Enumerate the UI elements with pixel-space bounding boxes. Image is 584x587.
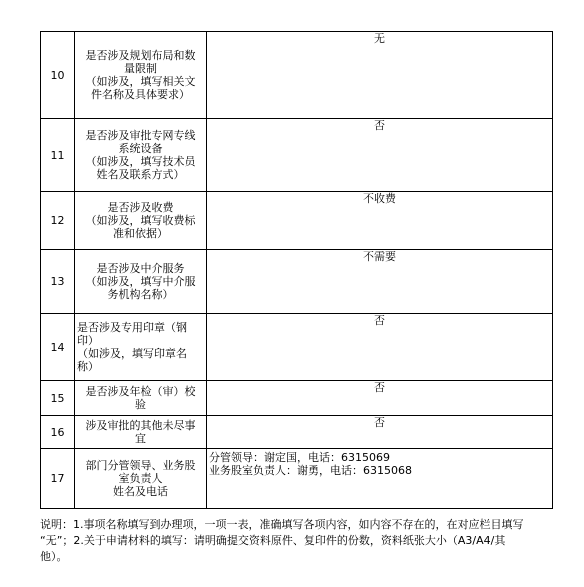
- table-row-12: [41, 192, 553, 250]
- item-label-line: 是否涉及收费: [107, 201, 174, 214]
- row-number: 15: [41, 381, 75, 416]
- value-line: 否: [374, 381, 385, 394]
- item-label-line: 宜: [135, 432, 146, 445]
- item-label-line: （如涉及，填写中介服: [85, 275, 196, 288]
- row-value: [207, 192, 553, 250]
- table-row-10: [41, 32, 553, 119]
- table-row-15: [41, 381, 553, 416]
- row-number: 12: [41, 192, 75, 250]
- item-label-line: 件名称及具体要求）: [91, 88, 190, 101]
- contact-section-head: 业务股室负责人：谢勇，电话：6315068: [209, 464, 412, 477]
- footnote: [40, 517, 560, 565]
- row-item-label: [75, 250, 207, 314]
- value-line: 否: [374, 416, 385, 429]
- item-label-line: （如涉及，填写技术员: [85, 155, 196, 168]
- row-number: 13: [41, 250, 75, 314]
- item-label-line: 印）: [77, 334, 99, 347]
- row-item-label: [75, 416, 207, 449]
- item-label-line: 务机构名称）: [107, 288, 174, 301]
- item-label-line: 系统设备: [118, 142, 163, 155]
- row-value: [207, 250, 553, 314]
- row-item-label: [75, 32, 207, 119]
- item-label-line: 量限制: [124, 62, 157, 75]
- item-label-line: （如涉及，填写相关文: [85, 75, 196, 88]
- row-value: [207, 119, 553, 192]
- row-value: [207, 314, 553, 381]
- item-label-line: （如涉及，填写收费标: [85, 214, 196, 227]
- item-label-line: 是否涉及中介服务: [96, 262, 185, 275]
- row-number: 16: [41, 416, 75, 449]
- item-label-line: 室负责人: [118, 472, 163, 485]
- item-label-line: 是否涉及专用印章（钢: [77, 321, 187, 334]
- table-row-16: [41, 416, 553, 449]
- item-label-line: 部门分管领导、业务股: [85, 459, 196, 472]
- value-line: 无: [374, 32, 385, 45]
- row-number: 11: [41, 119, 75, 192]
- item-label-line: 是否涉及年检（审）校: [85, 385, 196, 398]
- row-value: [207, 449, 553, 509]
- row-number: 17: [41, 449, 75, 509]
- item-label-line: 涉及审批的其他未尽事: [85, 419, 196, 432]
- item-label-line: 验: [135, 398, 146, 411]
- value-line: 不需要: [363, 250, 396, 263]
- row-value: [207, 381, 553, 416]
- item-label-line: 姓名及联系方式）: [96, 168, 185, 181]
- contact-leader: 分管领导：谢定国，电话：6315069: [209, 451, 390, 464]
- footnote-line: 他）。: [40, 550, 68, 563]
- row-item-label: [75, 314, 207, 381]
- footnote-line: “无”；2.关于申请材料的填写：请明确提交资料原件、复印件的份数，资料纸张大小（A3/A4/其: [40, 534, 506, 547]
- row-item-label: [75, 192, 207, 250]
- item-label-line: 准和依据）: [113, 227, 168, 240]
- table-row-17: [41, 449, 553, 509]
- table-row-11: [41, 119, 553, 192]
- item-label-line: 是否涉及审批专网专线: [85, 129, 196, 142]
- row-value: [207, 32, 553, 119]
- table-row-14: [41, 314, 553, 381]
- row-item-label: [75, 449, 207, 509]
- row-item-label: [75, 119, 207, 192]
- value-line: 否: [374, 119, 385, 132]
- approval-info-table: [40, 31, 553, 509]
- value-line: 否: [374, 314, 385, 327]
- item-label-line: 是否涉及规划布局和数: [85, 49, 196, 62]
- item-label-line: 称）: [77, 360, 99, 373]
- row-item-label: [75, 381, 207, 416]
- row-number: 14: [41, 314, 75, 381]
- item-label-line: 姓名及电话: [113, 485, 168, 498]
- value-line: 不收费: [363, 192, 396, 205]
- row-value: [207, 416, 553, 449]
- table-row-13: [41, 250, 553, 314]
- footnote-line: 说明：1.事项名称填写到办理项，一项一表，准确填写各项内容，如内容不存在的，在对应栏目填写: [40, 518, 524, 531]
- item-label-line: （如涉及，填写印章名: [77, 347, 187, 360]
- row-number: 10: [41, 32, 75, 119]
